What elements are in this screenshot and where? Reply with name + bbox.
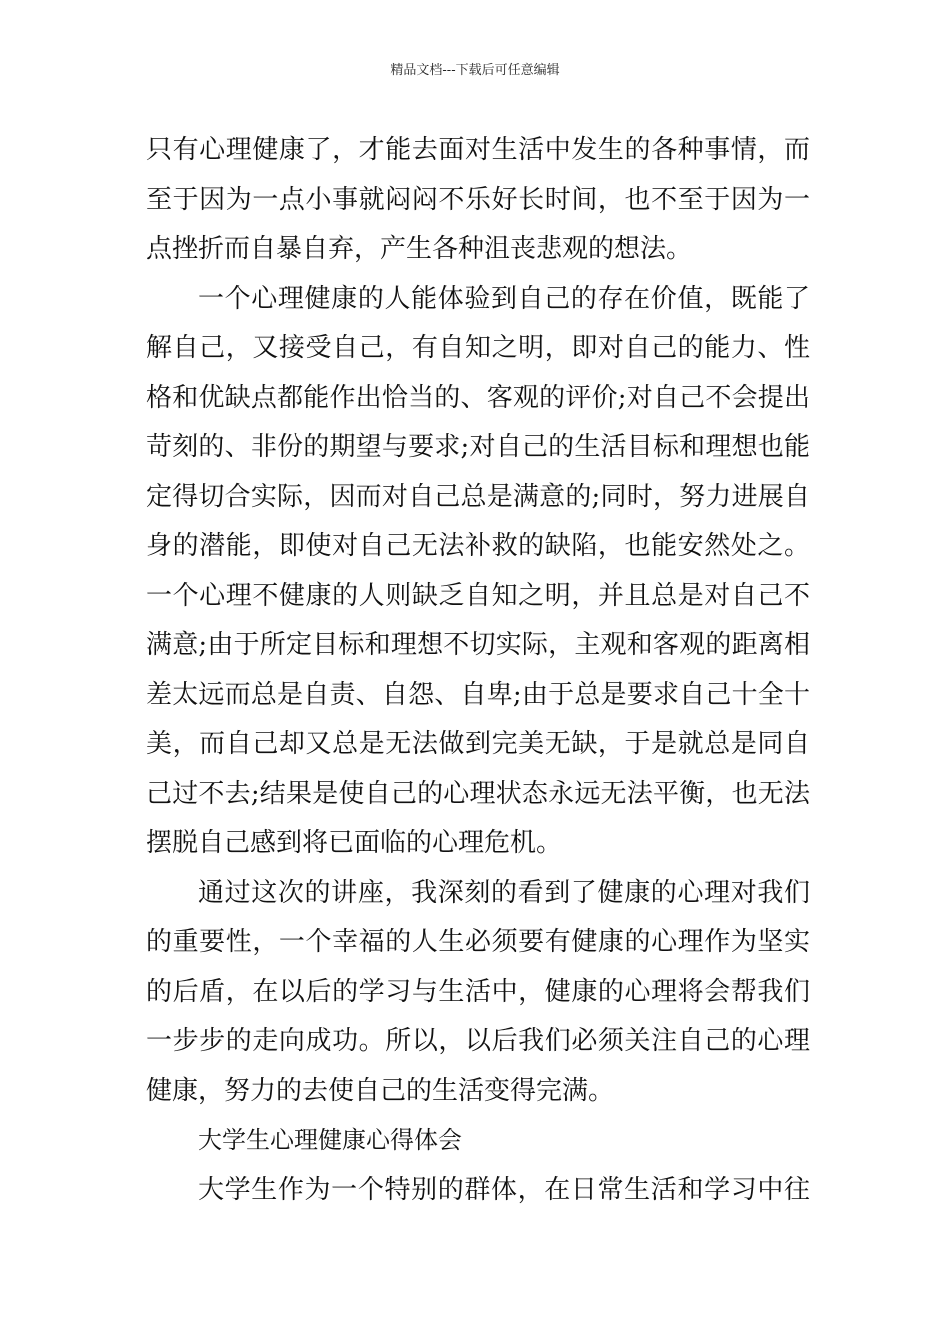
text-line: 的重要性，一个幸福的人生必须要有健康的心理作为坚实 xyxy=(146,927,810,957)
text-line: 一步步的走向成功。所以，以后我们必须关注自己的心理 xyxy=(146,1026,810,1056)
text-line: 通过这次的讲座，我深刻的看到了健康的心理对我们 xyxy=(198,877,810,908)
text-line: 身的潜能，即使对自己无法补救的缺陷，也能安然处之。 xyxy=(146,531,810,561)
text-line: 摆脱自己感到将已面临的心理危机。 xyxy=(146,828,563,858)
text-line: 点挫折而自暴自弃，产生各种沮丧悲观的想法。 xyxy=(146,234,693,264)
text-line: 健康，努力的去使自己的生活变得完满。 xyxy=(146,1075,615,1106)
text-line: 苛刻的、非份的期望与要求;对自己的生活目标和理想也能 xyxy=(146,432,810,462)
text-line: 一个心理健康的人能体验到自己的存在价值，既能了 xyxy=(198,283,810,314)
text-line: 只有心理健康了，才能去面对生活中发生的各种事情，而 xyxy=(146,135,810,165)
text-line: 差太远而总是自责、自怨、自卑;由于总是要求自己十全十 xyxy=(146,679,810,710)
text-line: 至于因为一点小事就闷闷不乐好长时间，也不至于因为一 xyxy=(146,184,810,215)
text-line: 解自己，又接受自己，有自知之明，即对自己的能力、性 xyxy=(146,333,810,363)
text-line: 美，而自己却又总是无法做到完美无缺，于是就总是同自 xyxy=(146,729,810,759)
text-line: 格和优缺点都能作出恰当的、客观的评价;对自己不会提出 xyxy=(146,382,810,413)
text-line: 定得切合实际，因而对自己总是满意的;同时，努力进展自 xyxy=(146,481,810,512)
text-line: 一个心理不健康的人则缺乏自知之明，并且总是对自己不 xyxy=(146,580,810,611)
text-line: 的后盾，在以后的学习与生活中，健康的心理将会帮我们 xyxy=(146,976,810,1007)
text-line: 己过不去;结果是使自己的心理状态永远无法平衡，也无法 xyxy=(146,778,810,809)
text-line: 大学生作为一个特别的群体，在日常生活和学习中往 xyxy=(198,1174,810,1205)
section-heading: 大学生心理健康心得体会 xyxy=(198,1126,462,1154)
document-body xyxy=(146,126,810,1215)
page-header: 精品文档---下载后可任意编辑 xyxy=(390,63,560,78)
text-line: 满意;由于所定目标和理想不切实际，主观和客观的距离相 xyxy=(146,630,810,660)
